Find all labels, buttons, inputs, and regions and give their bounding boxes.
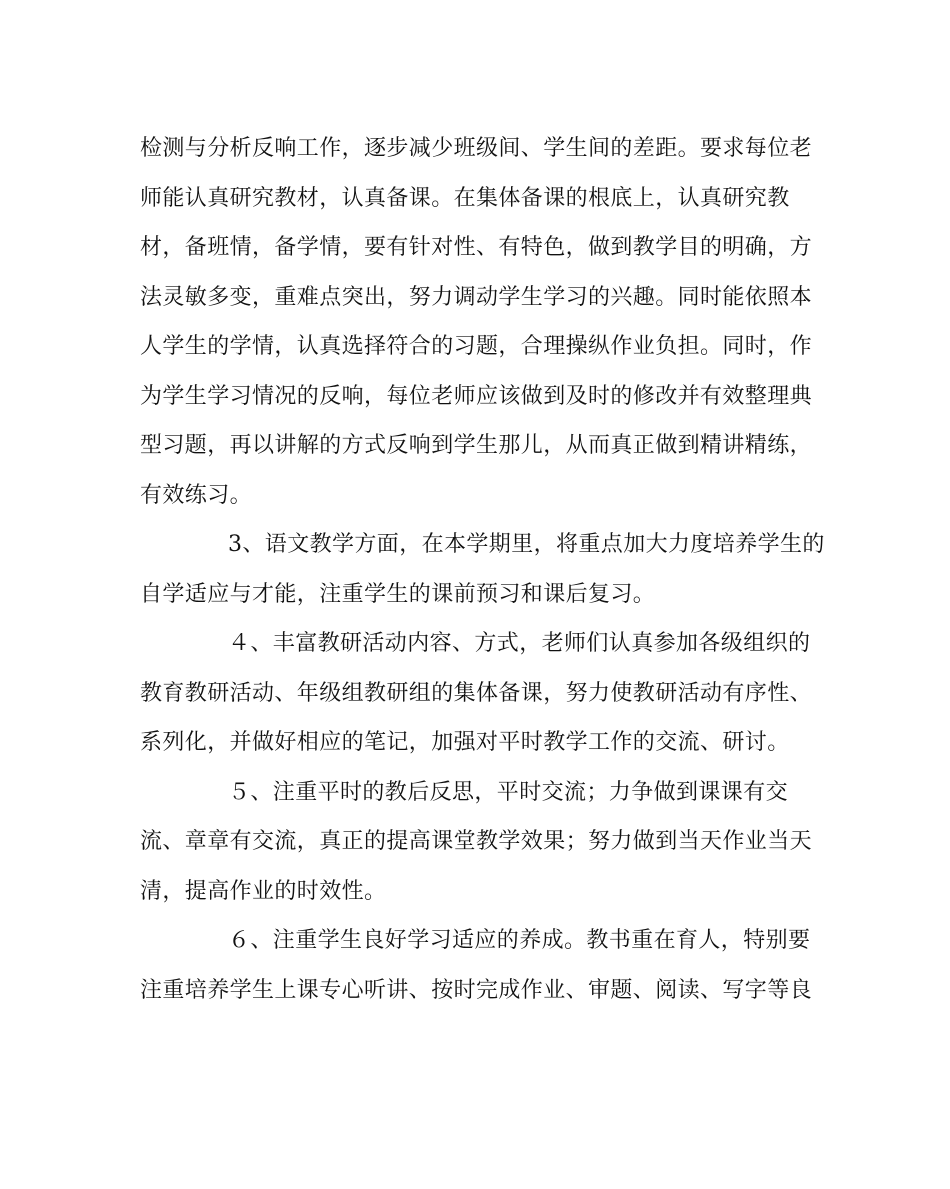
- text-line: 材，备班情，备学情，要有针对性、有特色，做到教学目的明确，方: [140, 235, 813, 260]
- text-line: 自学适应与才能，注重学生的课前预习和课后复习。: [140, 582, 656, 607]
- text-line: 师能认真研究教材，认真备课。在集体备课的根底上，认真研究教: [140, 186, 790, 211]
- text-line: 流、章章有交流，真正的提高课堂教学效果；努力做到当天作业当天: [140, 829, 813, 854]
- text-line: 检测与分析反响工作，逐步减少班级间、学生间的差距。要求每位老: [140, 136, 813, 161]
- text-line: 教育教研活动、年级组教研组的集体备课，努力使教研活动有序性、: [140, 681, 813, 706]
- text-line: 系列化，并做好相应的笔记，加强对平时教学工作的交流、研讨。: [140, 730, 790, 755]
- text-line: 清，提高作业的时效性。: [140, 879, 387, 904]
- text-line: ４、丰富教研活动内容、方式，老师们认真参加各级组织的: [228, 631, 811, 656]
- text-line: 为学生学习情况的反响，每位老师应该做到及时的修改并有效整理典: [140, 384, 813, 409]
- text-line: 有效练习。: [140, 483, 253, 508]
- text-line: 3、语文教学方面，在本学期里，将重点加大力度培养学生的: [228, 532, 825, 557]
- text-line: ６、注重学生良好学习适应的养成。教书重在育人，特别要: [228, 928, 811, 953]
- text-line: 法灵敏多变，重难点突出，努力调动学生学习的兴趣。同时能依照本: [140, 285, 813, 310]
- text-line: 人学生的学情，认真选择符合的习题，合理操纵作业负担。同时，作: [140, 334, 813, 359]
- text-line: 注重培养学生上课专心听讲、按时完成作业、审题、阅读、写字等良: [140, 978, 813, 1003]
- text-line: ５、注重平时的教后反思，平时交流；力争做到课课有交: [228, 780, 789, 805]
- text-line: 型习题，再以讲解的方式反响到学生那儿，从而真正做到精讲精练，: [140, 433, 813, 458]
